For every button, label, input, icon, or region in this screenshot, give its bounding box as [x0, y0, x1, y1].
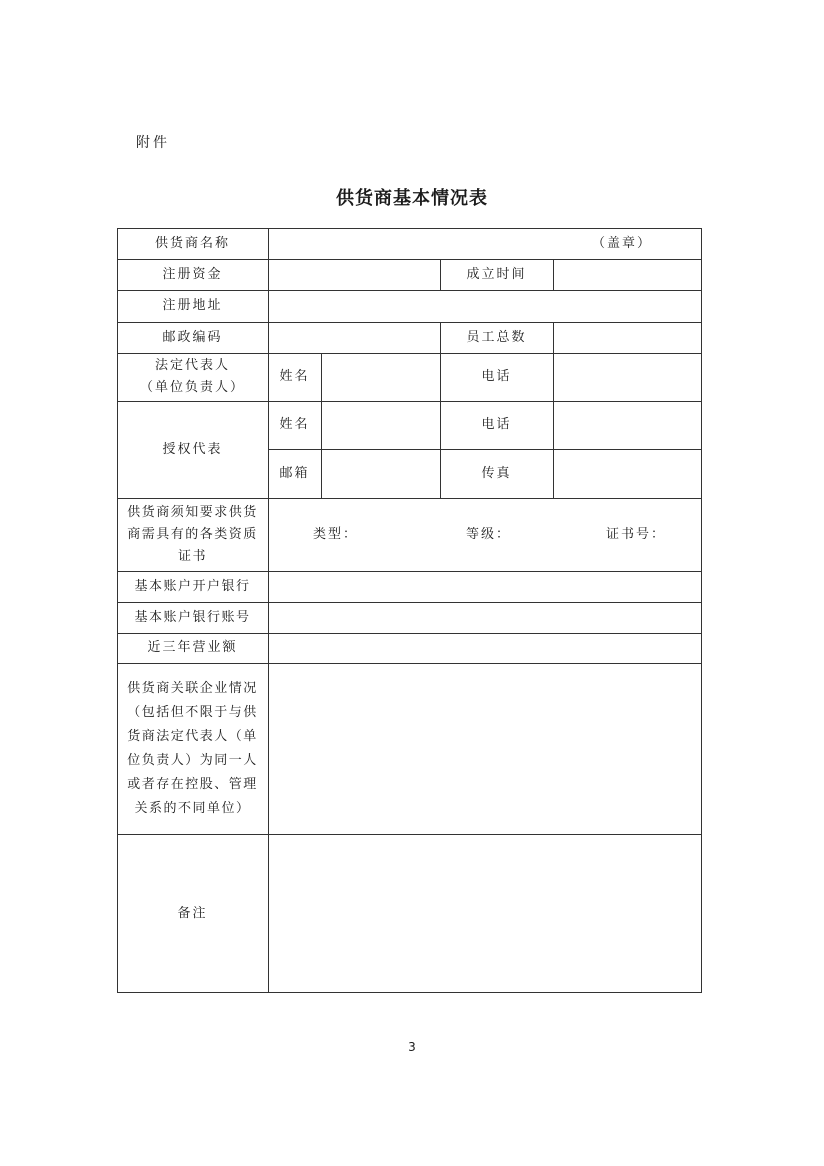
- qualification-label-cell: [117, 498, 268, 571]
- related-label-cell: [117, 663, 268, 834]
- seal-note: （盖章）: [591, 235, 652, 251]
- authorized-email-field[interactable]: [321, 449, 440, 498]
- registered-capital-field[interactable]: [268, 259, 440, 290]
- registered-capital-label: 注册资金: [162, 266, 223, 282]
- legal-rep-label-cell: [117, 353, 268, 401]
- legal-rep-sub-label: （单位负责人）: [139, 380, 245, 395]
- authorized-rep-label: 授权代表: [162, 441, 223, 457]
- postal-code-field[interactable]: [268, 322, 440, 353]
- legal-rep-name-label: 姓名: [279, 369, 310, 384]
- related-label-line: 供货商关联企业情况: [127, 680, 258, 696]
- bank-account-field[interactable]: [268, 602, 702, 633]
- authorized-fax-label: 传真: [481, 465, 512, 481]
- remarks-label: 备注: [177, 905, 208, 921]
- revenue-label: 近三年营业额: [147, 640, 238, 655]
- qual-cert-label: 证书号：: [606, 526, 667, 542]
- qualification-label-line: 供货商须知要求供货: [127, 504, 258, 520]
- registered-address-label: 注册地址: [162, 298, 223, 313]
- legal-rep-label: 法定代表人: [154, 358, 230, 373]
- total-staff-field[interactable]: [553, 322, 702, 353]
- page-title: 供货商基本情况表: [336, 188, 488, 209]
- supplier-info-form: [117, 228, 702, 993]
- total-staff-label: 员工总数: [466, 329, 527, 345]
- related-label-line: 货商法定代表人（单: [127, 728, 258, 744]
- authorized-name-label: 姓名: [279, 417, 310, 432]
- qual-grade-label: 等级：: [466, 526, 512, 542]
- established-label: 成立时间: [466, 266, 527, 282]
- related-label-line: 位负责人）为同一人: [127, 752, 258, 768]
- authorized-phone-field[interactable]: [553, 401, 702, 449]
- authorized-phone-label: 电话: [481, 417, 512, 432]
- authorized-fax-field[interactable]: [553, 449, 702, 498]
- legal-rep-phone-label: 电话: [481, 369, 512, 384]
- qual-type-label: 类型：: [313, 526, 359, 542]
- remarks-field[interactable]: [268, 834, 702, 993]
- bank-label: 基本账户开户银行: [134, 578, 251, 594]
- supplier-name-field[interactable]: [268, 228, 702, 259]
- attachment-label: 附件: [136, 135, 170, 151]
- qualification-label-line: 证书: [177, 548, 207, 564]
- legal-rep-name-field[interactable]: [321, 353, 440, 401]
- bank-account-label: 基本账户银行账号: [134, 609, 251, 625]
- qualification-field[interactable]: [268, 498, 702, 571]
- established-field[interactable]: [553, 259, 702, 290]
- legal-rep-phone-field[interactable]: [553, 353, 702, 401]
- qualification-label-line: 商需具有的各类资质: [127, 526, 258, 542]
- related-label-line: 或者存在控股、管理: [127, 776, 258, 792]
- bank-field[interactable]: [268, 571, 702, 602]
- related-label-line: （包括但不限于与供: [127, 704, 258, 720]
- postal-code-label: 邮政编码: [162, 329, 223, 345]
- supplier-name-label: 供货商名称: [154, 235, 230, 251]
- authorized-name-field[interactable]: [321, 401, 440, 449]
- page-number: 3: [408, 1040, 416, 1054]
- revenue-field[interactable]: [268, 633, 702, 663]
- registered-address-field[interactable]: [268, 290, 702, 322]
- related-field[interactable]: [268, 663, 702, 834]
- authorized-email-label: 邮箱: [279, 465, 310, 481]
- related-label-line: 关系的不同单位）: [134, 800, 251, 816]
